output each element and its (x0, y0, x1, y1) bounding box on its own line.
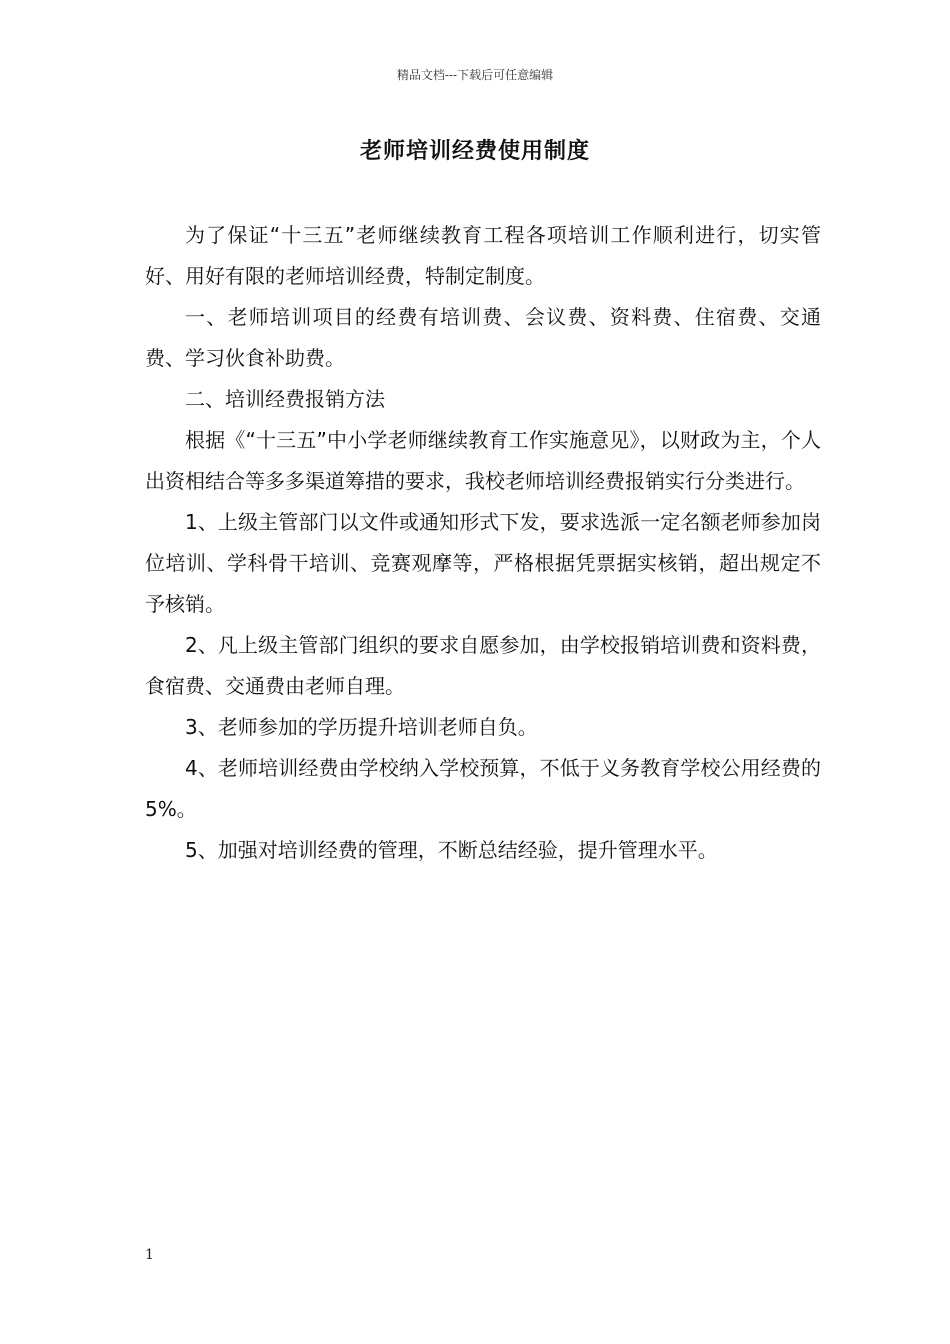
page-number: 1 (145, 1247, 154, 1263)
paragraph-basis: 根据《“十三五”中小学老师继续教育工作实施意见》，以财政为主，个人出资相结合等多多渠道筹措的要求，我校老师培训经费报销实行分类进行。 (145, 428, 821, 493)
paragraph-section-2-heading: 二、培训经费报销方法 (185, 387, 385, 411)
paragraph-item-3: 3、老师参加的学历提升培训老师自负。 (185, 715, 538, 739)
paragraph-item-1: 1、上级主管部门以文件或通知形式下发，要求选派一定名额老师参加岗位培训、学科骨干培训、竞赛观摩等，严格根据凭票据实核销，超出规定不予核销。 (145, 510, 821, 616)
document-title: 老师培训经费使用制度 (359, 139, 590, 164)
paragraph-section-1: 一、老师培训项目的经费有培训费、会议费、资料费、住宿费、交通费、学习伙食补助费。 (145, 305, 821, 370)
page-header: 精品文档---下载后可任意编辑 (396, 68, 554, 82)
paragraph-item-2: 2、凡上级主管部门组织的要求自愿参加，由学校报销培训费和资料费，食宿费、交通费由老师自理。 (145, 633, 821, 698)
paragraph-intro: 为了保证“十三五”老师继续教育工程各项培训工作顺利进行，切实管好、用好有限的老师培训经费，特制定制度。 (145, 223, 821, 288)
paragraph-item-4: 4、老师培训经费由学校纳入学校预算，不低于义务教育学校公用经费的5%。 (145, 756, 821, 821)
paragraph-item-5: 5、加强对培训经费的管理，不断总结经验，提升管理水平。 (185, 838, 718, 862)
document-body (145, 215, 821, 871)
